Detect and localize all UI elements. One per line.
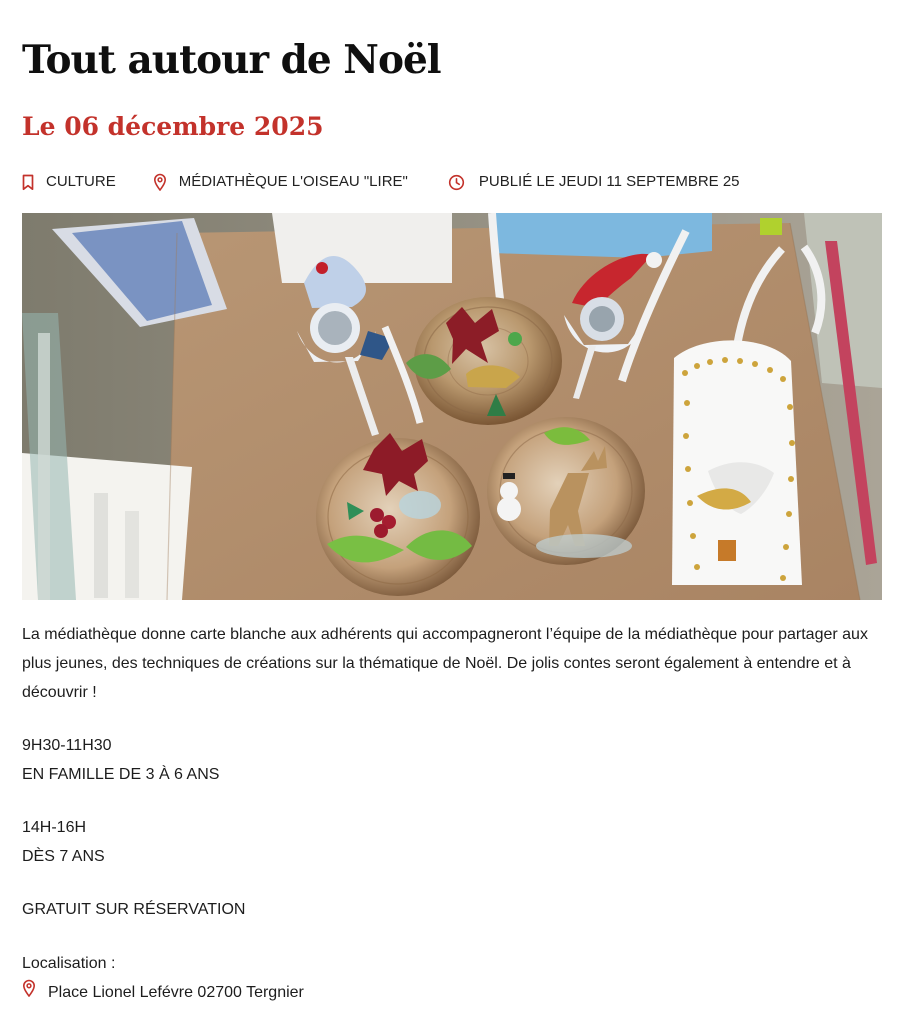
clock-icon [448,174,465,191]
event-date: Le 06 décembre 2025 [22,112,324,141]
map-pin-icon [153,173,167,191]
page-title: Tout autour de Noël [22,37,441,83]
published-meta [448,172,740,192]
category-meta[interactable] [22,172,116,192]
place-meta[interactable] [153,172,408,192]
map-pin-icon [22,978,36,1007]
christmas-crafts-illustration [22,213,882,600]
published-label: PUBLIÉ LE JEUDI 11 SEPTEMBRE 25 [478,173,740,190]
event-description: La médiathèque donne carte blanche aux adhérents qui accompagneront l’équipe de la médiathèque pour partager aux plus jeunes, des techniques de créations sur la thématique de Noël. De jolis contes seront également à entendre et à découvrir ! [22,626,868,701]
schedule-morning-audience: EN FAMILLE DE 3 À 6 ANS [22,766,220,783]
schedule-morning-time: 9H30-11H30 [22,737,112,754]
schedule-afternoon-audience: DÈS 7 ANS [22,848,105,865]
reservation-info: GRATUIT SUR RÉSERVATION [22,901,246,918]
location-address[interactable] [22,978,304,1007]
hero-image [22,213,882,600]
address-text: Place Lionel Lefévre 02700 Tergnier [48,984,304,1001]
bookmark-icon [22,174,34,191]
event-meta [22,172,740,192]
place-label: MÉDIATHÈQUE L'OISEAU "LIRE" [178,173,408,190]
location-label: Localisation : [22,955,116,972]
category-label: CULTURE [46,173,116,190]
schedule-afternoon-time: 14H-16H [22,819,87,836]
